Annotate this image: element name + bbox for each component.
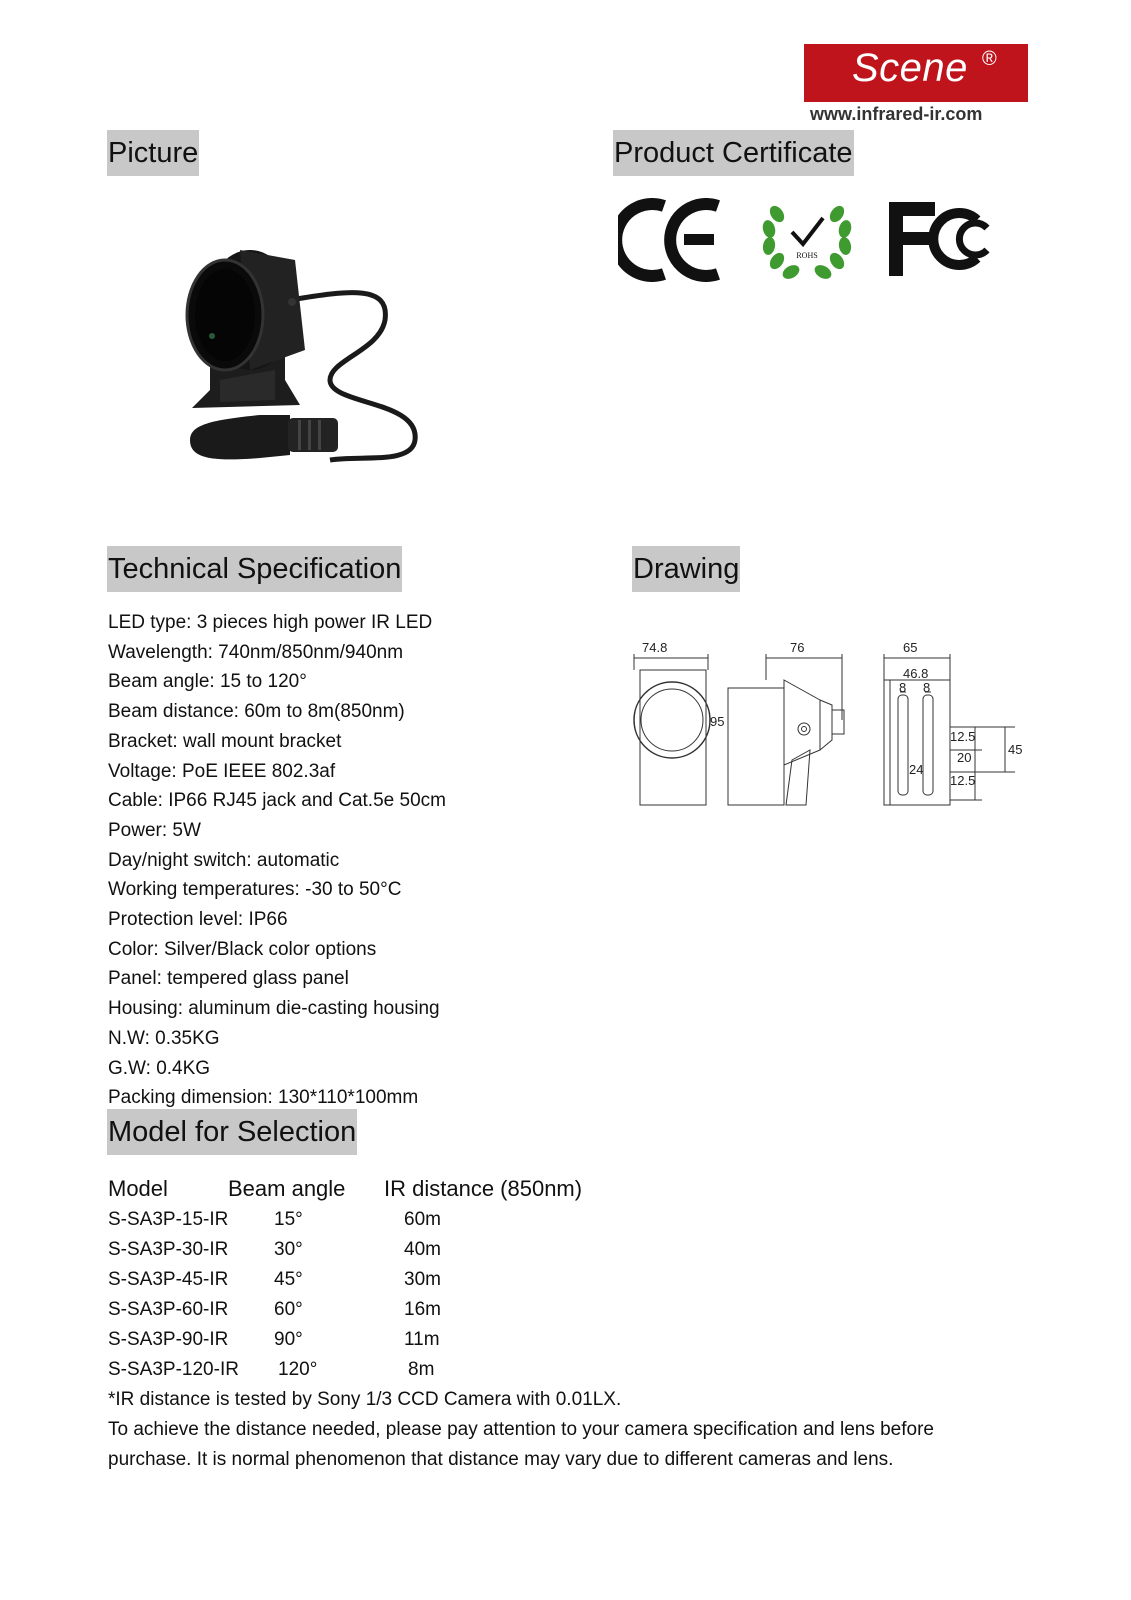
- table-header-model: Model: [108, 1176, 168, 1201]
- footnote-advice-line1: To achieve the distance needed, please pay attention to your camera specification and lens before: [108, 1419, 934, 1440]
- heading-technical-specification: Technical Specification: [107, 546, 402, 592]
- model-ir-distance: 16m: [404, 1299, 441, 1320]
- model-ir-distance: 60m: [404, 1209, 441, 1230]
- heading-product-certificate: Product Certificate: [613, 130, 854, 176]
- model-name: S-SA3P-45-IR: [108, 1269, 229, 1290]
- model-ir-distance: 30m: [404, 1269, 441, 1290]
- rohs-label: ROHS: [796, 251, 818, 260]
- brand-name: Scene: [852, 46, 968, 90]
- spec-item: Day/night switch: automatic: [108, 849, 340, 871]
- dim-12-5-bottom: 12.5: [950, 773, 976, 788]
- dim-45: 45: [1008, 742, 1023, 757]
- product-photo: [180, 230, 440, 500]
- spec-list: [108, 608, 446, 1113]
- model-ir-distance: 8m: [408, 1359, 435, 1380]
- registered-mark: ®: [982, 48, 997, 70]
- table-header-beam-angle: Beam angle: [228, 1176, 346, 1201]
- dim-12-5-top: 12.5: [950, 729, 976, 744]
- spec-item: G.W: 0.4KG: [108, 1057, 211, 1079]
- model-beam-angle: 15°: [274, 1209, 303, 1230]
- spec-item: Cable: IP66 RJ45 jack and Cat.5e 50cm: [108, 790, 446, 812]
- rohs-mark-icon: [757, 194, 857, 284]
- model-ir-distance: 40m: [404, 1239, 441, 1260]
- model-beam-angle: 45°: [274, 1269, 303, 1290]
- brand-logo: [804, 44, 1028, 102]
- footnote-advice-line2: purchase. It is normal phenomenon that distance may vary due to different cameras and lens.: [108, 1449, 894, 1470]
- model-beam-angle: 30°: [274, 1239, 303, 1260]
- dim-8-left: 8: [899, 680, 907, 695]
- spec-item: Beam angle: 15 to 120°: [108, 671, 307, 693]
- spec-item: Working temperatures: -30 to 50°C: [108, 879, 402, 901]
- spec-item: Protection level: IP66: [108, 909, 288, 931]
- spec-item: Voltage: PoE IEEE 802.3af: [108, 760, 336, 782]
- spec-item: Beam distance: 60m to 8m(850nm): [108, 701, 405, 723]
- dim-8-right: 8: [923, 680, 931, 695]
- spec-item: Power: 5W: [108, 819, 201, 841]
- spec-item: Wavelength: 740nm/850nm/940nm: [108, 641, 404, 663]
- model-name: S-SA3P-30-IR: [108, 1239, 229, 1260]
- fcc-mark-icon: [885, 198, 1003, 280]
- dim-65: 65: [903, 640, 918, 655]
- spec-item: LED type: 3 pieces high power IR LED: [108, 612, 433, 633]
- table-header-ir-distance: IR distance (850nm): [384, 1176, 583, 1201]
- model-name: S-SA3P-60-IR: [108, 1299, 229, 1320]
- model-beam-angle: 60°: [274, 1299, 303, 1320]
- model-ir-distance: 11m: [404, 1329, 440, 1350]
- model-name: S-SA3P-120-IR: [108, 1359, 239, 1380]
- dim-76: 76: [790, 640, 805, 655]
- ce-mark-icon: [618, 198, 726, 282]
- model-beam-angle: 120°: [278, 1359, 318, 1380]
- spec-item: Packing dimension: 130*110*100mm: [108, 1087, 419, 1109]
- heading-model-selection: Model for Selection: [107, 1109, 357, 1155]
- spec-item: Bracket: wall mount bracket: [108, 730, 342, 752]
- spec-item: Housing: aluminum die-casting housing: [108, 998, 440, 1020]
- heading-picture: Picture: [107, 130, 199, 176]
- dim-24: 24: [909, 762, 924, 777]
- spec-item: Color: Silver/Black color options: [108, 938, 377, 960]
- dim-20: 20: [957, 750, 972, 765]
- dim-46-8: 46.8: [903, 666, 929, 681]
- dimension-drawing: [620, 640, 1040, 810]
- website-url: www.infrared-ir.com: [810, 104, 983, 124]
- footnote-ir-distance: *IR distance is tested by Sony 1/3 CCD Camera with 0.01LX.: [108, 1389, 622, 1410]
- heading-drawing: Drawing: [632, 546, 740, 592]
- dim-74-8: 74.8: [642, 640, 668, 655]
- model-name: S-SA3P-15-IR: [108, 1209, 229, 1230]
- model-name: S-SA3P-90-IR: [108, 1329, 229, 1350]
- spec-item: Panel: tempered glass panel: [108, 968, 349, 990]
- dim-95: 95: [710, 714, 725, 729]
- spec-item: N.W: 0.35KG: [108, 1027, 220, 1049]
- model-beam-angle: 90°: [274, 1329, 303, 1350]
